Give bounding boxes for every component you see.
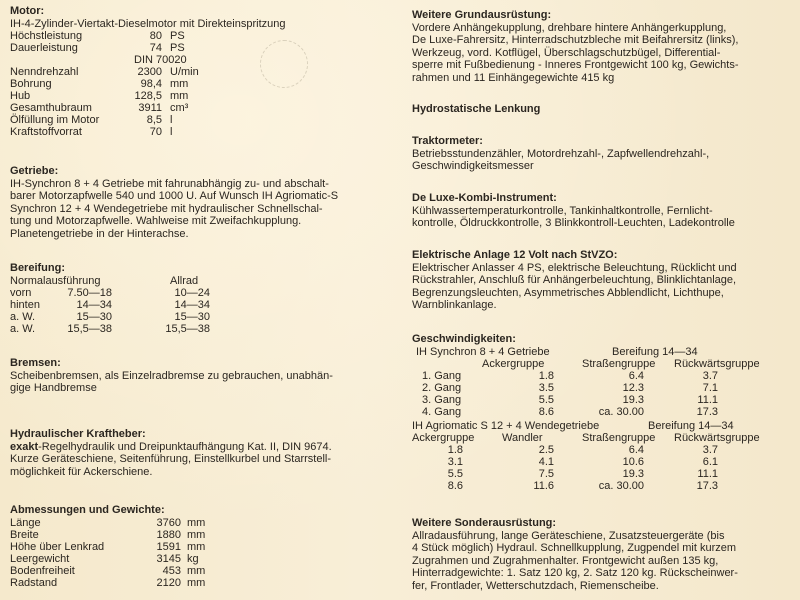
kraftheber-line: Kurze Geräteschiene, Seitenführung, Einstellkurbel und Starrstell- <box>10 453 332 465</box>
speed-strasse: 19.3 <box>622 467 644 480</box>
abmessungen-row <box>10 553 395 565</box>
bremsen-heading: Bremsen: <box>10 357 61 369</box>
abmessungen-list <box>10 517 395 589</box>
sonderausruestung-text <box>412 530 792 593</box>
speed-wandler: 2.5 <box>538 443 554 456</box>
bereifung-normal: 15—30 <box>76 310 112 323</box>
sonderausruestung-line: Allradausführung, lange Geräteschiene, Zusatzsteuergeräte (bis <box>412 529 725 542</box>
elektrik-line: Elektrischer Anlasser 4 PS, elektrische Beleuchtung, Rücklicht und <box>412 261 737 274</box>
speed-acker: 8.6 <box>538 405 554 418</box>
spec-unit: mm <box>170 90 189 102</box>
sonderausruestung-line: fer, Frontlader, Wetterschutzdach, Riemenscheibe. <box>412 579 659 592</box>
motor-spec-row <box>10 78 395 90</box>
speed-acker: 5.5 <box>447 467 463 480</box>
abmessungen-heading: Abmessungen und Gewichte: <box>10 504 165 516</box>
motor-spec-list <box>10 30 395 138</box>
grundausruestung-section <box>412 9 792 84</box>
bereifung-allrad: 15,5—38 <box>165 322 210 335</box>
motor-spec-row <box>10 102 395 114</box>
agriomatic-col-wandler: Wandler <box>502 431 543 444</box>
agriomatic-row <box>412 444 792 456</box>
bereifung-row <box>10 311 395 323</box>
kraftheber-heading: Hydraulischer Kraftheber: <box>10 428 146 440</box>
speed-rueck: 3.7 <box>702 369 718 382</box>
agriomatic-title-row <box>412 420 792 432</box>
spec-value: 2300 <box>137 66 162 78</box>
speed-strasse: 12.3 <box>622 381 644 394</box>
synchron-row <box>412 370 792 382</box>
bereifung-table <box>10 287 395 335</box>
speed-strasse: 10.6 <box>622 455 644 468</box>
abmessungen-row <box>10 577 395 589</box>
bereifung-label: a. W. <box>10 322 36 335</box>
motor-description: IH-4-Zylinder-Viertakt-Dieselmotor mit Direkteinspritzung <box>10 17 286 30</box>
agriomatic-title: IH Agriomatic S 12 + 4 Wendegetriebe <box>412 419 600 432</box>
spec-label: Hub <box>10 90 31 102</box>
traktormeter-line: Betriebsstundenzähler, Motordrehzahl-, Zapfwellendrehzahl-, <box>412 147 710 160</box>
abmessungen-section <box>10 504 395 589</box>
sonderausruestung-line: 4 Stück möglich) Hydraul. Schnellkupplung, Zugpendel mit kurzem <box>412 542 737 554</box>
bereifung-heading: Bereifung: <box>10 262 65 274</box>
bereifung-normal: 7.50—18 <box>67 286 112 299</box>
abmessungen-unit: mm <box>187 528 206 541</box>
bereifung-normal: 14—34 <box>76 298 112 311</box>
speed-rueck: 17.3 <box>696 405 718 418</box>
getriebe-line: Synchron 12 + 4 Wendegetriebe mit hydraulischer Schnellschal- <box>10 202 323 215</box>
speed-strasse: 19.3 <box>622 393 644 406</box>
bereifung-section <box>10 262 395 335</box>
agriomatic-row <box>412 468 792 480</box>
sonderausruestung-line: Zugrahmen und Zugrahmenhalter. Frontgewicht außen 135 kg, <box>412 554 719 567</box>
spec-value: 3911 <box>138 102 162 114</box>
speed-acker: 1.8 <box>538 369 554 382</box>
grundausruestung-line: Vordere Anhängekupplung, drehbare hintere Anhängerkupplung, <box>412 21 727 34</box>
motor-spec-row <box>10 42 395 54</box>
speed-rueck: 3.7 <box>702 443 718 456</box>
bereifung-allrad: 10—24 <box>174 286 210 299</box>
spec-unit: l <box>170 126 173 138</box>
abmessungen-row <box>10 529 395 541</box>
synchron-row <box>412 406 792 418</box>
spec-value: 70 <box>149 126 162 138</box>
elektrik-heading: Elektrische Anlage 12 Volt nach StVZO: <box>412 249 618 261</box>
agriomatic-header-row <box>412 432 792 444</box>
spec-label: Nenndrehzahl <box>10 66 79 78</box>
abmessungen-value: 3145 <box>156 552 181 565</box>
elektrik-line: Rückstrahler, Anschluß für Anhängerbeleuchtung, Blinklichtanlage, <box>412 274 737 286</box>
bereifung-row <box>10 323 395 335</box>
grundausruestung-text <box>412 22 792 85</box>
geschwindigkeiten-section <box>412 333 792 492</box>
traktormeter-heading: Traktormeter: <box>412 135 483 147</box>
exakt-word: exakt <box>10 440 39 453</box>
agriomatic-bereifung: Bereifung 14—34 <box>648 419 734 432</box>
abmessungen-unit: mm <box>187 516 206 529</box>
bereifung-allrad: 15—30 <box>174 310 210 323</box>
sonderausruestung-section <box>412 517 792 592</box>
bereifung-col-allrad: Allrad <box>170 274 199 287</box>
gear-label: 3. Gang <box>422 393 462 406</box>
kraftheber-line1 <box>10 441 395 454</box>
grundausruestung-line: Werkzeug, vord. Kotflügel, Überschlagschutzbügel, Differential- <box>412 46 721 59</box>
spec-unit: cm³ <box>170 102 189 114</box>
motor-heading: Motor: <box>10 5 45 17</box>
spec-unit: PS <box>170 42 185 54</box>
synchron-title: IH Synchron 8 + 4 Getriebe <box>416 345 550 358</box>
abmessungen-value: 453 <box>162 564 181 577</box>
agriomatic-col-strasse: Straßengruppe <box>582 431 656 444</box>
kombi-line: Kühlwassertemperaturkontrolle, Tankinhaltkontrolle, Fernlicht- <box>412 204 713 217</box>
speed-rueck: 6.1 <box>702 455 718 468</box>
motor-spec-row <box>10 126 395 138</box>
spec-value: 8,5 <box>146 114 162 126</box>
abmessungen-value: 1880 <box>156 528 181 541</box>
bereifung-col-normal: Normalausführung <box>10 274 101 287</box>
motor-section <box>10 5 395 138</box>
getriebe-text <box>10 178 395 241</box>
grundausruestung-heading: Weitere Grundausrüstung: <box>412 9 552 21</box>
speed-rueck: 7.1 <box>702 381 718 394</box>
motor-spec-row <box>10 90 395 102</box>
elektrik-text <box>412 262 792 312</box>
sonderausruestung-line: Hinterradgewichte: 1. Satz 120 kg, 2. Satz 120 kg. Rückscheinwer- <box>412 567 738 579</box>
spec-label: Gesamthubraum <box>10 102 92 114</box>
kraftheber-line1-rest: -Regelhydraulik und Dreipunktaufhängung Kat. II, DIN 9674. <box>38 440 332 453</box>
kombi-text <box>412 205 792 230</box>
bereifung-label: a. W. <box>10 310 36 323</box>
getriebe-line: tung und Motorzapfwelle. Wahlweise mit Zweifachkupplung. <box>10 215 302 227</box>
traktormeter-section <box>412 135 792 173</box>
speed-strasse: 6.4 <box>628 443 644 456</box>
speed-acker: 5.5 <box>538 393 554 406</box>
bereifung-label: vorn <box>10 286 32 299</box>
spec-unit: PS <box>170 30 185 42</box>
abmessungen-value: 1591 <box>156 540 181 553</box>
spec-unit: U/min <box>170 66 199 78</box>
speed-wandler: 11.6 <box>533 479 554 492</box>
bremsen-section <box>10 357 395 395</box>
getriebe-section <box>10 165 395 240</box>
lenkung-section <box>412 103 792 116</box>
speed-acker: 1.8 <box>447 443 463 456</box>
speed-rueck: 11.1 <box>697 393 718 406</box>
speed-acker: 3.5 <box>538 381 554 394</box>
spec-label: Ölfüllung im Motor <box>10 114 100 126</box>
kombi-heading: De Luxe-Kombi-Instrument: <box>412 192 557 204</box>
getriebe-line: Planetengetriebe in der Hinterachse. <box>10 227 189 240</box>
elektrik-line: Warnblinkanlage. <box>412 299 497 311</box>
gear-label: 2. Gang <box>422 381 462 394</box>
synchron-bereifung: Bereifung 14—34 <box>612 345 698 358</box>
bremsen-line: Scheibenbremsen, als Einzelradbremse zu gebrauchen, unabhän- <box>10 369 333 382</box>
abmessungen-label: Bodenfreiheit <box>10 564 75 577</box>
speed-strasse: 6.4 <box>628 369 644 382</box>
speed-strasse: ca. 30.00 <box>598 479 644 492</box>
bereifung-label: hinten <box>10 298 40 311</box>
bremsen-text <box>10 370 395 395</box>
agriomatic-col-acker: Ackergruppe <box>412 431 475 444</box>
abmessungen-row <box>10 565 395 577</box>
spec-value: 80 <box>149 30 162 42</box>
abmessungen-value: 2120 <box>156 576 181 589</box>
gear-label: 1. Gang <box>422 369 462 382</box>
traktormeter-line: Geschwindigkeitsmesser <box>412 160 534 172</box>
abmessungen-row <box>10 541 395 553</box>
motor-spec-row <box>10 54 395 66</box>
spec-label: Bohrung <box>10 78 52 90</box>
bereifung-allrad: 14—34 <box>174 298 210 311</box>
speed-acker: 3.1 <box>447 455 463 468</box>
spec-label: Höchstleistung <box>10 30 83 42</box>
kombi-section <box>412 192 792 230</box>
abmessungen-unit: kg <box>187 552 199 565</box>
abmessungen-label: Breite <box>10 528 39 541</box>
synchron-header-row <box>412 358 792 370</box>
spec-value: 128,5 <box>134 90 162 102</box>
motor-spec-row <box>10 30 395 42</box>
synchron-col-rueck: Rückwärtsgruppe <box>674 357 760 370</box>
abmessungen-unit: mm <box>187 564 206 577</box>
abmessungen-label: Länge <box>10 516 41 529</box>
speed-wandler: 7.5 <box>538 467 554 480</box>
spec-label: Kraftstoffvorrat <box>10 126 82 138</box>
abmessungen-label: Leergewicht <box>10 552 70 565</box>
spec-value: DIN 70020 <box>134 54 187 66</box>
grundausruestung-line: sperre mit Fußbedienung - Inneres Frontgewicht 100 kg, Gewichts- <box>412 59 739 71</box>
bereifung-header-row <box>10 275 395 287</box>
abmessungen-label: Höhe über Lenkrad <box>10 540 105 553</box>
traktormeter-text <box>412 148 792 173</box>
kraftheber-text <box>10 453 395 478</box>
speed-rueck: 17.3 <box>696 479 718 492</box>
agriomatic-row <box>412 480 792 492</box>
motor-spec-row <box>10 114 395 126</box>
speed-rueck: 11.1 <box>697 467 718 480</box>
elektrik-section <box>412 249 792 312</box>
speed-strasse: ca. 30.00 <box>598 405 644 418</box>
abmessungen-unit: mm <box>187 576 206 589</box>
spec-value: 74 <box>149 42 162 54</box>
synchron-title-row <box>412 346 792 358</box>
agriomatic-col-rueck: Rückwärtsgruppe <box>674 431 760 444</box>
bereifung-row <box>10 287 395 299</box>
grundausruestung-line: De Luxe-Fahrersitz, Hinterradschutzbleche mit Beifahrersitz (links), <box>412 34 739 46</box>
elektrik-line: Begrenzungsleuchten, Asymmetrisches Abblendlicht, Lichthupe, <box>412 286 724 299</box>
spec-unit: l <box>170 114 173 126</box>
kraftheber-section <box>10 428 395 478</box>
getriebe-line: IH-Synchron 8 + 4 Getriebe mit fahrunabhängig zu- und abschalt- <box>10 177 329 190</box>
bereifung-row <box>10 299 395 311</box>
grundausruestung-line: rahmen und 11 Einhängegewichte 415 kg <box>412 71 615 84</box>
sonderausruestung-heading: Weitere Sonderausrüstung: <box>412 517 557 529</box>
gear-label: 4. Gang <box>422 405 462 418</box>
synchron-row <box>412 394 792 406</box>
kombi-line: kontrolle, Öldruckkontrolle, 3 Blinkkontroll-Leuchten, Ladekontrolle <box>412 217 735 229</box>
synchron-row <box>412 382 792 394</box>
motor-spec-row <box>10 66 395 78</box>
geschwindigkeiten-heading: Geschwindigkeiten: <box>412 333 516 345</box>
synchron-col-strasse: Straßengruppe <box>582 357 656 370</box>
spec-value: 98,4 <box>140 78 162 90</box>
abmessungen-row <box>10 517 395 529</box>
lenkung-heading: Hydrostatische Lenkung <box>412 103 541 115</box>
abmessungen-unit: mm <box>187 540 206 553</box>
synchron-col-acker: Ackergruppe <box>482 357 545 370</box>
bereifung-normal: 15,5—38 <box>67 322 112 335</box>
spec-unit: mm <box>170 78 189 90</box>
getriebe-heading: Getriebe: <box>10 165 59 177</box>
synchron-table <box>412 370 792 418</box>
speed-acker: 8.6 <box>447 479 463 492</box>
abmessungen-label: Radstand <box>10 576 58 589</box>
getriebe-line: barer Motorzapfwelle 540 und 1000 U. Auf Wunsch IH Agriomatic-S <box>10 190 339 202</box>
abmessungen-value: 3760 <box>156 516 181 529</box>
spec-label: Dauerleistung <box>10 42 78 54</box>
agriomatic-table <box>412 444 792 492</box>
kraftheber-line: möglichkeit für Ackerschiene. <box>10 465 153 478</box>
agriomatic-row <box>412 456 792 468</box>
bremsen-line: gige Handbremse <box>10 382 97 394</box>
speed-wandler: 4.1 <box>538 455 554 468</box>
